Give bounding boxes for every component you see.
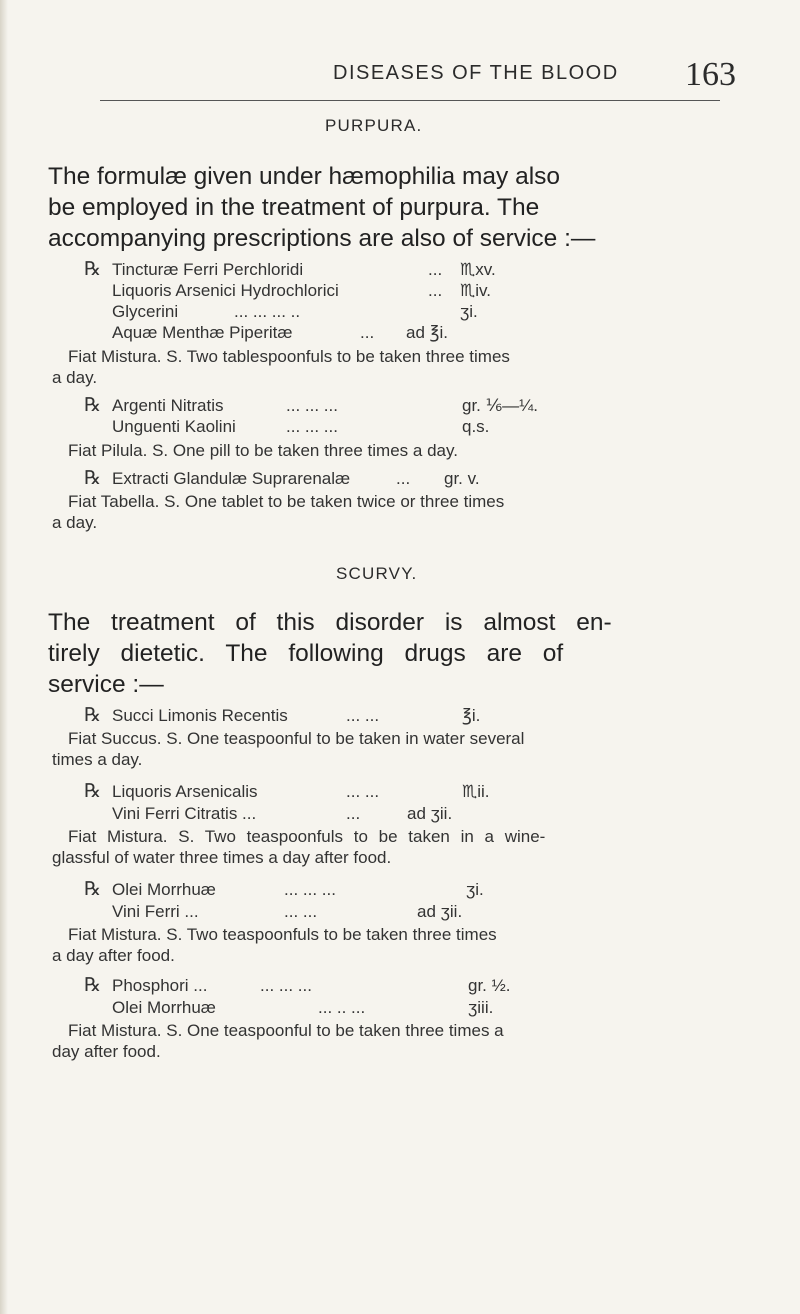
purpura-intro — [48, 161, 748, 254]
directions-line: a day. — [52, 513, 98, 532]
directions-line: Fiat Tabella. S. One tablet to be taken twice or three times — [68, 492, 505, 511]
running-title: DISEASES OF THE BLOOD — [333, 62, 619, 84]
section-title-purpura: PURPURA. — [325, 116, 423, 135]
intro-line: accompanying prescriptions are also of service :— — [48, 225, 596, 252]
ingredient-name: Extracti Glandulæ Suprarenalæ — [112, 469, 351, 488]
ingredient-quantity: ℥i. — [462, 706, 481, 725]
ingredient-quantity: ♏xv. — [460, 260, 496, 279]
leader-dots: ... ... ... — [286, 417, 338, 436]
leader-dots: ... ... ... — [284, 880, 336, 899]
leader-dots: ... — [428, 260, 443, 279]
ingredient-name: Olei Morrhuæ — [112, 880, 216, 899]
ingredient-name: Liquoris Arsenicalis — [112, 782, 258, 801]
recipe-symbol-icon: ℞ — [84, 259, 102, 280]
prescription-purpura-3 — [84, 469, 724, 491]
ingredient-name: Succi Limonis Recentis — [112, 706, 288, 725]
leader-dots: ... — [396, 469, 411, 488]
leader-dots: ... ... ... .. — [234, 302, 301, 321]
section-title-scurvy: SCURVY. — [336, 564, 418, 583]
ingredient-quantity: ʒi. — [466, 880, 484, 899]
prescription-scurvy-3 — [84, 880, 724, 924]
leader-dots: ... ... — [346, 706, 380, 725]
page-number: 163 — [685, 56, 736, 93]
ingredient-name: Glycerini — [112, 302, 179, 321]
recipe-symbol-icon: ℞ — [84, 781, 102, 802]
directions-line: Fiat Mistura. S. Two teaspoonfuls to be taken three times — [68, 925, 497, 944]
recipe-symbol-icon: ℞ — [84, 705, 102, 726]
ingredient-name: Vini Ferri Citratis ... — [112, 804, 257, 823]
recipe-symbol-icon: ℞ — [84, 395, 102, 416]
recipe-symbol-icon: ℞ — [84, 468, 102, 489]
ingredient-quantity: q.s. — [462, 417, 490, 436]
leader-dots: ... .. ... — [318, 998, 366, 1017]
ingredient-quantity: ad ʒii. — [407, 804, 453, 823]
prescription-scurvy-1 — [84, 706, 724, 728]
directions-line: times a day. — [52, 750, 143, 769]
ingredient-quantity: ♏ii. — [462, 782, 490, 801]
intro-line: tirely dietetic. The following drugs are of — [48, 640, 564, 667]
intro-line: The treatment of this disorder is almost en- — [48, 609, 612, 636]
leader-dots: ... — [346, 804, 361, 823]
prescription-directions — [52, 826, 748, 868]
ingredient-name: Argenti Nitratis — [112, 396, 224, 415]
intro-line: be employed in the treatment of purpura. The — [48, 194, 540, 221]
ingredient-quantity: ad ℥i. — [406, 323, 448, 342]
ingredient-name: Phosphori ... — [112, 976, 208, 995]
leader-dots: ... — [428, 281, 443, 300]
directions-line: a day after food. — [52, 946, 175, 965]
prescription-purpura-2 — [84, 396, 724, 440]
directions-line: glassful of water three times a day after food. — [52, 848, 392, 867]
directions-line: Fiat Mistura. S. Two teaspoonfuls to be taken in a wine- — [68, 827, 546, 846]
directions-line: Fiat Mistura. S. Two tablespoonfuls to be taken three times — [68, 347, 510, 366]
directions-line: Fiat Mistura. S. One teaspoonful to be taken three times a — [68, 1021, 504, 1040]
prescription-directions — [52, 491, 748, 533]
directions-line: day after food. — [52, 1042, 161, 1061]
prescription-directions — [52, 728, 748, 770]
ingredient-name: Tincturæ Ferri Perchloridi — [112, 260, 304, 279]
prescription-scurvy-2 — [84, 782, 724, 826]
directions-line: a day. — [52, 368, 98, 387]
recipe-symbol-icon: ℞ — [84, 879, 102, 900]
scurvy-intro — [48, 607, 748, 700]
recipe-symbol-icon: ℞ — [84, 975, 102, 996]
ingredient-quantity: ʒi. — [460, 302, 478, 321]
leader-dots: ... ... ... — [260, 976, 312, 995]
ingredient-quantity: ♏iv. — [460, 281, 491, 300]
directions-line: Fiat Succus. S. One teaspoonful to be taken in water several — [68, 729, 525, 748]
page-header — [0, 58, 800, 98]
ingredient-quantity: gr. v. — [444, 469, 480, 488]
prescription-directions — [52, 346, 748, 388]
ingredient-quantity: gr. ⅙—¼. — [462, 396, 539, 415]
ingredient-quantity: gr. ½. — [468, 976, 511, 995]
page-edge-shadow — [0, 0, 8, 1314]
ingredient-quantity: ad ʒii. — [417, 902, 463, 921]
ingredient-name: Unguenti Kaolini — [112, 417, 236, 436]
prescription-directions — [68, 440, 748, 461]
intro-line: service :— — [48, 671, 164, 698]
prescription-scurvy-4 — [84, 976, 724, 1020]
prescription-directions — [52, 924, 748, 966]
leader-dots: ... ... ... — [286, 396, 338, 415]
prescription-purpura-1 — [84, 260, 724, 350]
leader-dots: ... ... — [346, 782, 380, 801]
ingredient-name: Olei Morrhuæ — [112, 998, 216, 1017]
leader-dots: ... — [360, 323, 375, 342]
ingredient-name: Liquoris Arsenici Hydrochlorici — [112, 281, 339, 300]
intro-line: The formulæ given under hæmophilia may also — [48, 163, 561, 190]
ingredient-name: Aquæ Menthæ Piperitæ — [112, 323, 293, 342]
directions-line: Fiat Pilula. S. One pill to be taken three times a day. — [68, 441, 458, 460]
ingredient-quantity: ʒiii. — [468, 998, 494, 1017]
header-rule — [100, 100, 720, 101]
leader-dots: ... ... — [284, 902, 318, 921]
prescription-directions — [52, 1020, 748, 1062]
ingredient-name: Vini Ferri ... — [112, 902, 199, 921]
